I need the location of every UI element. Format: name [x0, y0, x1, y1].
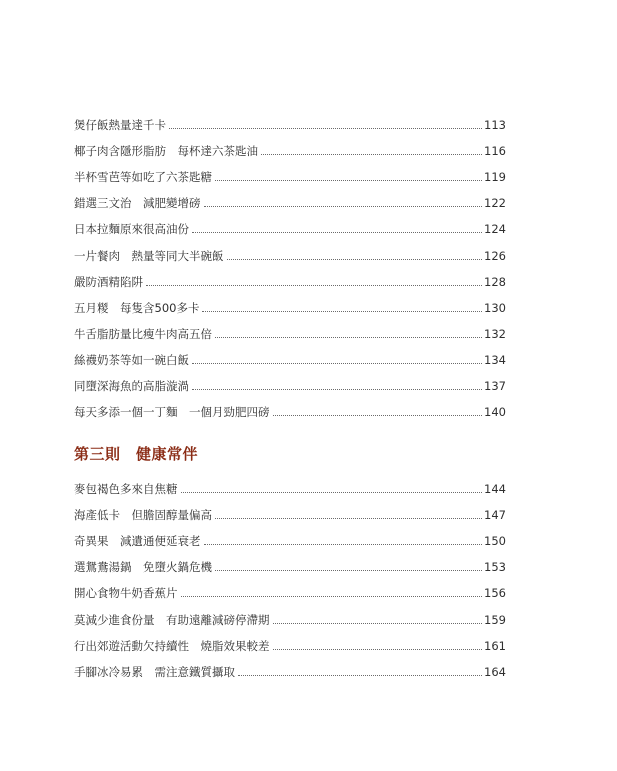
toc-entry[interactable]: [74, 236, 506, 262]
toc-entry-page: 130: [484, 300, 506, 315]
dot-leader: [192, 389, 482, 390]
toc-list-part2: [74, 470, 506, 679]
toc-entry-title: 奇異果 減遺通便延衰老: [74, 534, 201, 549]
toc-entry[interactable]: [74, 158, 506, 184]
toc-entry-title: 五月糉 每隻含500多卡: [74, 300, 200, 315]
toc-entry-title: 錯選三文治 減肥變增磅: [74, 196, 201, 211]
toc-entry[interactable]: [74, 496, 506, 522]
toc-entry[interactable]: [74, 548, 506, 574]
toc-entry-page: 122: [484, 196, 506, 211]
dot-leader: [215, 570, 482, 571]
toc-entry-title: 海產低卡 但膽固醇量偏高: [74, 508, 212, 523]
toc-entry-page: 126: [484, 248, 506, 263]
toc-entry-title: 絲襪奶茶等如一碗白飯: [74, 352, 189, 367]
toc-entry[interactable]: [74, 574, 506, 600]
toc-entry-page: 159: [484, 612, 506, 627]
toc-entry[interactable]: [74, 600, 506, 626]
toc-entry-title: 手腳冰冷易累 需注意鐵質攝取: [74, 664, 235, 679]
dot-leader: [181, 492, 483, 493]
dot-leader: [192, 232, 482, 233]
toc-entry-title: 選鴛鴦湯鍋 免墮火鍋危機: [74, 560, 212, 575]
toc-entry[interactable]: [74, 367, 506, 393]
toc-entry-page: 119: [484, 170, 506, 185]
toc-entry-title: 牛舌脂肪量比瘦牛肉高五倍: [74, 326, 212, 341]
toc-entry[interactable]: [74, 132, 506, 158]
toc-entry-title: 行出郊遊活動欠持續性 燒脂效果較差: [74, 638, 270, 653]
toc-entry-title: 莫減少進食份量 有助遠離減磅停滯期: [74, 612, 270, 627]
dot-leader: [204, 544, 483, 545]
dot-leader: [273, 623, 483, 624]
dot-leader: [273, 415, 483, 416]
toc-entry-title: 一片餐肉 熱量等同大半碗飯: [74, 248, 224, 263]
toc-entry-title: 煲仔飯熱量達千卡: [74, 118, 166, 133]
toc-entry-page: 137: [484, 379, 506, 394]
toc-entry-page: 124: [484, 222, 506, 237]
dot-leader: [215, 337, 482, 338]
section-heading: 第三則 健康常伴: [74, 445, 199, 463]
toc-entry-page: 144: [484, 482, 506, 497]
toc-entry-page: 113: [484, 118, 506, 133]
dot-leader: [227, 259, 483, 260]
toc-entry-page: 134: [484, 352, 506, 367]
dot-leader: [146, 285, 482, 286]
toc-entry-title: 開心食物牛奶香蕉片: [74, 586, 178, 601]
dot-leader: [204, 206, 483, 207]
toc-entry-page: 147: [484, 508, 506, 523]
dot-leader: [181, 596, 483, 597]
toc-entry[interactable]: [74, 653, 506, 679]
toc-entry[interactable]: [74, 315, 506, 341]
dot-leader: [215, 180, 482, 181]
toc-entry[interactable]: [74, 263, 506, 289]
toc-entry[interactable]: [74, 106, 506, 132]
dot-leader: [238, 675, 482, 676]
toc-entry-page: 116: [484, 144, 506, 159]
toc-entry-page: 150: [484, 534, 506, 549]
toc-entry[interactable]: [74, 210, 506, 236]
toc-entry-title: 每天多添一個一丁麵 一個月勁肥四磅: [74, 405, 270, 420]
toc-entry[interactable]: [74, 470, 506, 496]
toc-entry[interactable]: [74, 184, 506, 210]
toc-entry[interactable]: [74, 289, 506, 315]
toc-entry-title: 麥包褐色多來自焦糖: [74, 482, 178, 497]
toc-entry-title: 日本拉麵原來很高油份: [74, 222, 189, 237]
toc-entry-page: 132: [484, 326, 506, 341]
dot-leader: [169, 128, 482, 129]
toc-list-part1: [74, 106, 506, 419]
toc-entry[interactable]: [74, 522, 506, 548]
toc-entry[interactable]: [74, 393, 506, 419]
toc-entry[interactable]: [74, 341, 506, 367]
toc-entry-title: 椰子肉含隱形脂肪 每杯達六茶匙油: [74, 144, 258, 159]
toc-entry-page: 128: [484, 274, 506, 289]
dot-leader: [273, 649, 483, 650]
toc-entry-page: 164: [484, 664, 506, 679]
toc-entry[interactable]: [74, 627, 506, 653]
dot-leader: [215, 518, 482, 519]
toc-entry-page: 140: [484, 405, 506, 420]
toc-entry-title: 同墮深海魚的高脂漩渦: [74, 379, 189, 394]
dot-leader: [202, 311, 482, 312]
toc-entry-title: 半杯雪芭等如吃了六茶匙糖: [74, 170, 212, 185]
toc-entry-page: 153: [484, 560, 506, 575]
toc-entry-page: 161: [484, 638, 506, 653]
dot-leader: [261, 154, 482, 155]
toc-entry-page: 156: [484, 586, 506, 601]
toc-entry-title: 嚴防酒精陷阱: [74, 274, 143, 289]
dot-leader: [192, 363, 482, 364]
